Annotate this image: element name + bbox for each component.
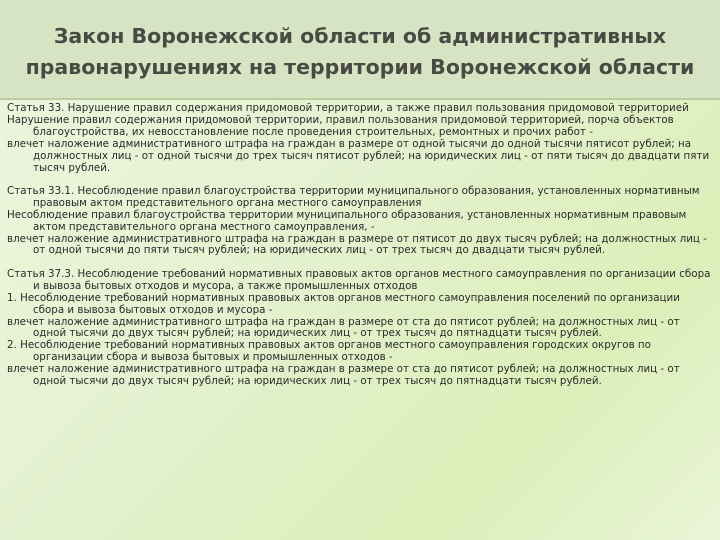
article-37-3-part-1-penalty: влечет наложение административного штрафа на граждан в размере от ста до пятисот рублей; на должностных лиц - от одной тысячи до двух тысяч рублей; на юридических лиц - от трех тысяч до пятнадцати тысяч рублей. [7, 315, 680, 340]
article-37-3-heading: Статья 37.3. Несоблюдение требований нормативных правовых актов органов местного самоуправления по организации сбора и вывоза бытовых отходов и мусора, а также промышленных отходов [7, 267, 711, 292]
title-divider [0, 98, 720, 100]
article-33-1-offense: Несоблюдение правил благоустройства территории муниципального образования, установленных нормативным правовым актом представительного органа местного самоуправления, - [7, 208, 687, 233]
article-33-1-heading: Статья 33.1. Несоблюдение правил благоустройства территории муниципального образования, установленных нормативным правовым актом представительного органа местного самоуправления [7, 184, 700, 209]
article-33-heading: Статья 33. Нарушение правил содержания придомовой территории, а также правил пользования придомовой территорией [7, 102, 689, 114]
article-37-3-part-2: 2. Несоблюдение требований нормативных правовых актов органов местного самоуправления городских округов по организации сбора и вывоза бытовых и промышленных отходов - [7, 339, 651, 364]
article-33-1-section [7, 186, 713, 257]
article-37-3-part-1: 1. Несоблюдение требований нормативных правовых актов органов местного самоуправления поселений по организации сбора и вывоза бытовых отходов и мусора - [7, 291, 680, 316]
law-text-body [7, 103, 713, 399]
article-33-section [7, 103, 713, 174]
article-33-offense: Нарушение правил содержания придомовой территории, правил пользования придомовой территорией, порча объектов благоустройства, их невосстановление после проведения строительных, ремонтных и прочих работ - [7, 113, 674, 138]
title-banner [0, 0, 720, 98]
page-title: Закон Воронежской области об административных правонарушениях на территории Воронежской области [25, 24, 695, 79]
article-37-3-part-2-penalty: влечет наложение административного штрафа на граждан в размере от ста до пятисот рублей; на должностных лиц - от одной тысячи до двух тысяч рублей; на юридических лиц - от трех тысяч до пятнадцати тысяч рублей. [7, 363, 680, 388]
article-33-1-penalty: влечет наложение административного штрафа на граждан в размере от пятисот до двух тысяч рублей; на должностных лиц - от одной тысячи до пяти тысяч рублей; на юридических лиц - от трех тысяч до двадцати тысяч рублей. [7, 232, 707, 257]
article-33-penalty: влечет наложение административного штрафа на граждан в размере от одной тысячи до одной тысячи пятисот рублей; на должностных лиц - от одной тысячи до трех тысяч пятисот рублей; на юридических лиц - от пяти тысяч до двадцати пяти тысяч рублей. [7, 137, 710, 174]
article-37-3-section [7, 269, 713, 388]
